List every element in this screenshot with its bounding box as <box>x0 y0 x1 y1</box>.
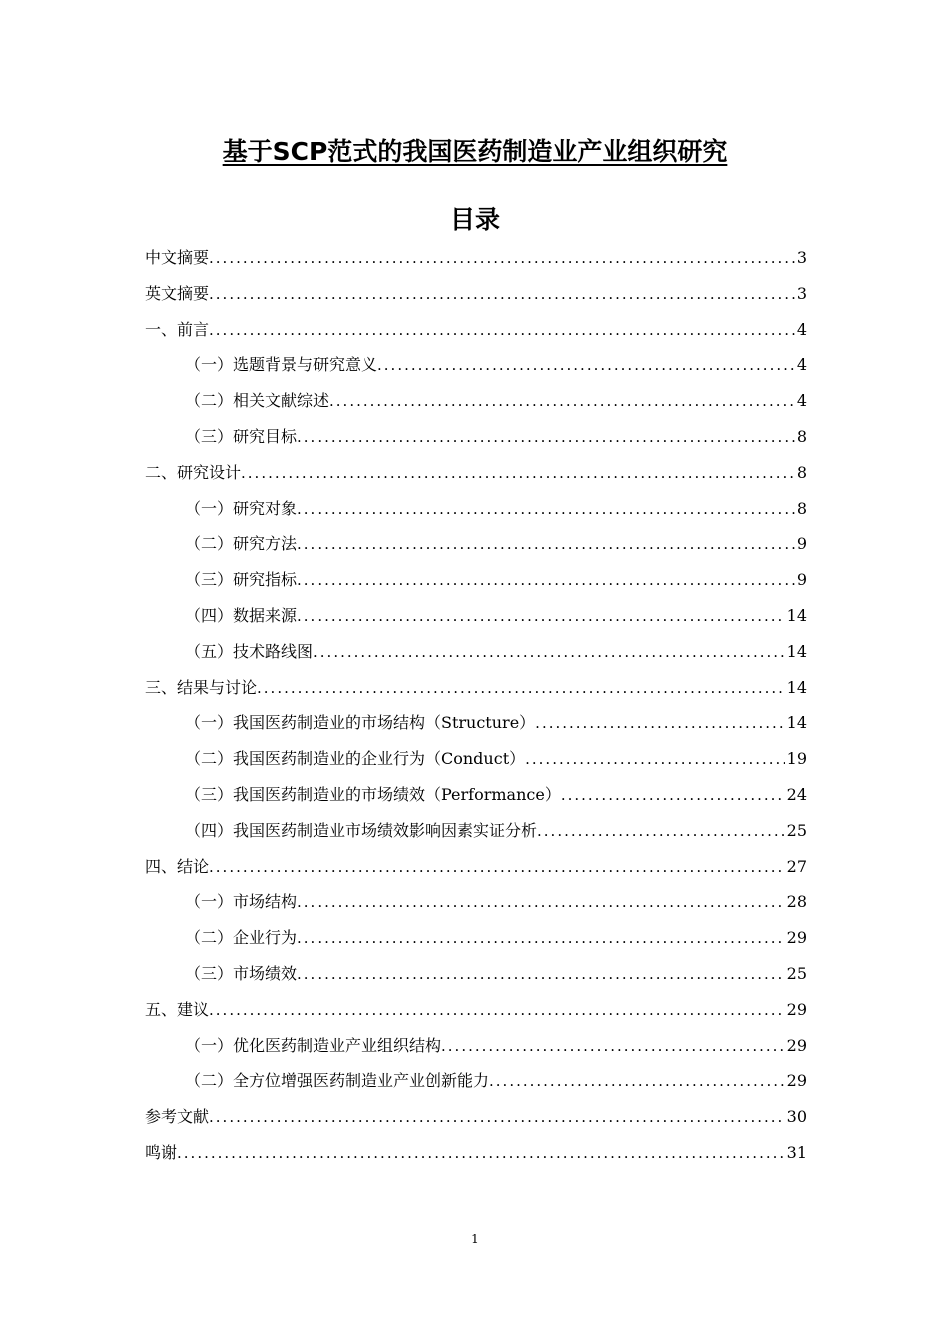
toc-entry-page: 29 <box>786 928 807 948</box>
toc-entry[interactable] <box>145 491 807 527</box>
toc-entry-page: 4 <box>796 355 807 375</box>
toc-entry-page: 29 <box>786 999 807 1019</box>
toc-entry-label: （四）数据来源 <box>185 605 298 625</box>
toc-entry[interactable] <box>145 312 807 348</box>
toc-leader-dots <box>525 742 785 777</box>
toc-leader-dots <box>297 563 795 598</box>
toc-leader-dots <box>209 241 795 276</box>
toc-entry-page: 3 <box>796 248 807 267</box>
toc-entry[interactable] <box>145 670 807 706</box>
toc-leader-dots <box>313 635 785 670</box>
toc-entry-page: 24 <box>786 784 807 804</box>
toc-leader-dots <box>297 957 785 992</box>
table-of-contents <box>145 240 807 1171</box>
toc-entry-page: 29 <box>786 1071 807 1091</box>
toc-entry-label: （一）选题背景与研究意义 <box>185 355 378 375</box>
toc-leader-dots <box>489 1064 785 1099</box>
toc-entry-page: 4 <box>796 319 807 339</box>
toc-entry[interactable] <box>145 884 807 920</box>
toc-entry[interactable] <box>145 705 807 741</box>
toc-entry-label: （二）企业行为 <box>185 928 298 948</box>
toc-entry-label: （三）我国医药制造业的市场绩效（Performance） <box>185 784 561 804</box>
toc-entry-label: （二）研究方法 <box>185 534 298 554</box>
toc-leader-dots <box>241 456 795 491</box>
document-title <box>0 132 950 172</box>
toc-leader-dots <box>257 671 785 706</box>
toc-entry-label: 二、研究设计 <box>145 462 242 482</box>
toc-entry-label: 鸣谢 <box>145 1142 178 1162</box>
toc-entry-page: 9 <box>796 570 807 590</box>
toc-entry[interactable] <box>145 920 807 956</box>
toc-entry-page: 8 <box>796 462 807 482</box>
toc-entry-page: 27 <box>786 856 807 876</box>
toc-leader-dots <box>535 706 784 741</box>
toc-leader-dots <box>209 313 795 348</box>
toc-entry-label: 五、建议 <box>145 999 210 1019</box>
toc-leader-dots <box>209 850 785 885</box>
toc-entry-page: 28 <box>786 892 807 912</box>
toc-entry-label: （一）研究对象 <box>185 498 298 518</box>
page-number: 1 <box>471 1232 479 1246</box>
toc-entry-label: 三、结果与讨论 <box>145 677 258 697</box>
toc-entry-page: 8 <box>796 498 807 518</box>
toc-entry[interactable] <box>145 276 807 312</box>
toc-entry-label: 中文摘要 <box>145 248 210 267</box>
toc-entry-page: 25 <box>786 963 807 983</box>
toc-entry-label: （三）市场绩效 <box>185 963 298 983</box>
toc-leader-dots <box>209 277 795 312</box>
document-title-text: 基于SCP范式的我国医药制造业产业组织研究 <box>222 137 728 166</box>
toc-entry[interactable] <box>145 992 807 1028</box>
toc-entry[interactable] <box>145 1063 807 1099</box>
toc-entry[interactable] <box>145 240 807 276</box>
toc-entry-page: 31 <box>786 1142 807 1162</box>
toc-heading: 目录 <box>449 205 500 234</box>
toc-entry-label: （一）我国医药制造业的市场结构（Structure） <box>185 713 536 733</box>
toc-entry[interactable] <box>145 813 807 849</box>
toc-leader-dots <box>377 348 795 383</box>
toc-entry[interactable] <box>145 956 807 992</box>
toc-entry-page: 4 <box>796 391 807 411</box>
toc-entry-label: （二）我国医药制造业的企业行为（Conduct） <box>185 749 526 769</box>
toc-entry-page: 14 <box>786 677 807 697</box>
toc-entry-page: 14 <box>786 605 807 625</box>
toc-entry-page: 25 <box>786 820 807 840</box>
toc-entry-page: 14 <box>786 713 807 733</box>
toc-leader-dots <box>297 599 785 634</box>
toc-leader-dots <box>297 527 795 562</box>
toc-entry-label: 参考文献 <box>145 1107 210 1127</box>
toc-entry-page: 14 <box>786 641 807 661</box>
toc-entry-page: 3 <box>796 283 807 303</box>
toc-leader-dots <box>297 885 785 920</box>
toc-entry-label: （二）全方位增强医药制造业产业创新能力 <box>185 1071 490 1091</box>
toc-entry[interactable] <box>145 562 807 598</box>
toc-entry-label: （四）我国医药制造业市场绩效影响因素实证分析 <box>185 820 538 840</box>
toc-entry-page: 30 <box>786 1107 807 1127</box>
toc-entry-label: （三）研究目标 <box>185 426 298 446</box>
toc-entry[interactable] <box>145 526 807 562</box>
toc-entry[interactable] <box>145 777 807 813</box>
toc-entry[interactable] <box>145 1099 807 1135</box>
toc-entry[interactable] <box>145 455 807 491</box>
toc-leader-dots <box>441 1029 785 1064</box>
toc-entry-page: 8 <box>796 426 807 446</box>
toc-entry-label: 四、结论 <box>145 856 210 876</box>
toc-entry[interactable] <box>145 849 807 885</box>
toc-entry-label: （五）技术路线图 <box>185 641 314 661</box>
toc-entry[interactable] <box>145 1135 807 1171</box>
toc-leader-dots <box>177 1136 785 1171</box>
toc-leader-dots <box>537 814 785 849</box>
toc-entry-label: （二）相关文献综述 <box>185 391 330 411</box>
toc-leader-dots <box>297 420 795 455</box>
toc-entry[interactable] <box>145 1028 807 1064</box>
toc-leader-dots <box>561 778 785 813</box>
toc-entry-label: 一、前言 <box>145 319 210 339</box>
toc-entry[interactable] <box>145 634 807 670</box>
toc-entry[interactable] <box>145 419 807 455</box>
toc-entry-label: （一）市场结构 <box>185 892 298 912</box>
toc-entry-page: 9 <box>796 534 807 554</box>
toc-entry[interactable] <box>145 383 807 419</box>
toc-entry[interactable] <box>145 598 807 634</box>
toc-entry-page: 19 <box>786 749 807 769</box>
toc-leader-dots <box>329 384 795 419</box>
toc-entry-label: 英文摘要 <box>145 283 210 303</box>
toc-leader-dots <box>297 921 785 956</box>
toc-entry-label: （三）研究指标 <box>185 570 298 590</box>
toc-entry-page: 29 <box>786 1035 807 1055</box>
toc-entry[interactable] <box>145 347 807 383</box>
toc-leader-dots <box>209 993 785 1028</box>
toc-leader-dots <box>209 1100 785 1135</box>
toc-leader-dots <box>297 492 795 527</box>
toc-entry[interactable] <box>145 741 807 777</box>
toc-entry-label: （一）优化医药制造业产业组织结构 <box>185 1035 442 1055</box>
